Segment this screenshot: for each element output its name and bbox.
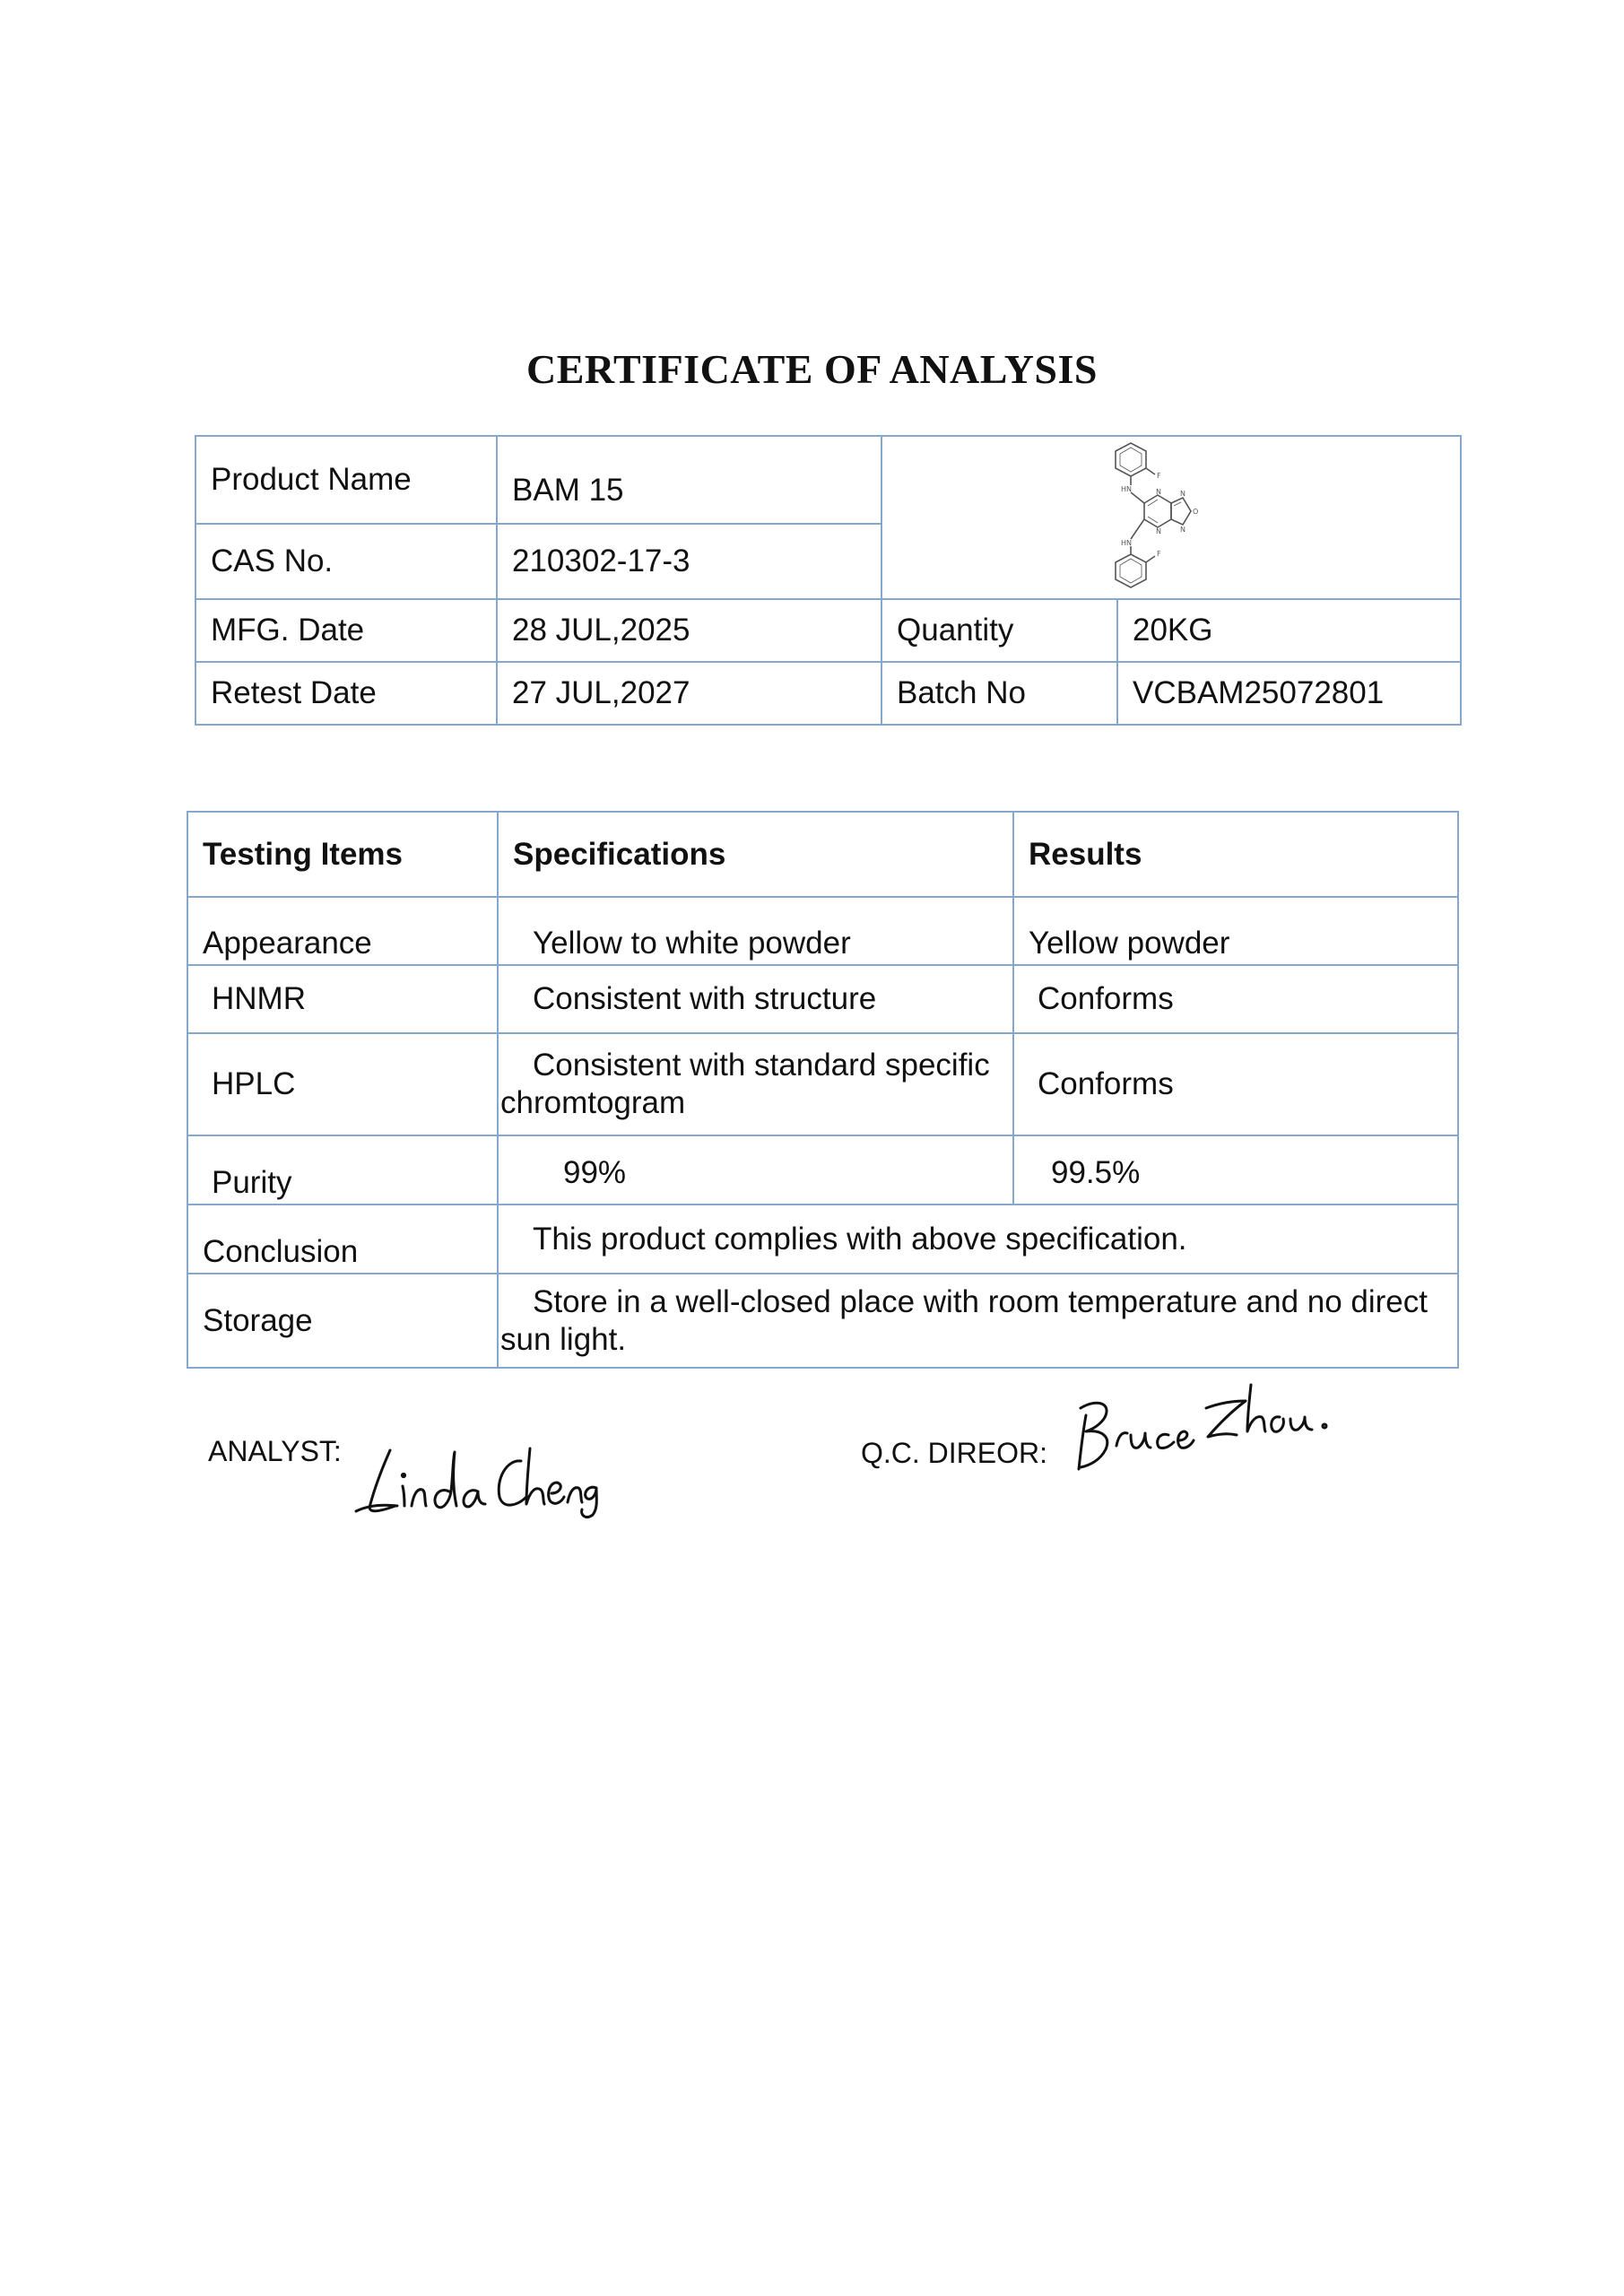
spec-purity xyxy=(498,1135,1013,1205)
product-name-row xyxy=(195,436,1461,524)
chemical-structure-icon xyxy=(1081,439,1261,596)
testing-header-row xyxy=(187,812,1458,897)
quantity-value: 20KG xyxy=(1117,599,1461,662)
qc-signature xyxy=(1072,1381,1332,1480)
spec-hnmr xyxy=(498,965,1013,1033)
analyst-signature xyxy=(354,1439,605,1520)
spec-hnmr-text: Consistent with structure xyxy=(533,981,877,1016)
spec-hplc-line1: Consistent with standard specific xyxy=(533,1048,990,1083)
retest-row xyxy=(195,662,1461,725)
conclusion-text: This product complies with above specification. xyxy=(533,1221,1187,1257)
atom-nh-top: HN xyxy=(1121,485,1132,493)
product-info-table xyxy=(195,435,1462,726)
item-hnmr: HNMR xyxy=(187,965,498,1033)
table-row xyxy=(187,897,1458,965)
storage-line1: Store in a well-closed place with room temperature and no direct xyxy=(533,1283,1428,1319)
conclusion-label: Conclusion xyxy=(187,1205,498,1274)
conclusion-row xyxy=(187,1205,1458,1274)
result-hnmr: Conforms xyxy=(1013,965,1458,1033)
product-name-label: Product Name xyxy=(195,436,497,524)
item-appearance: Appearance xyxy=(187,897,498,965)
mfg-value: 28 JUL,2025 xyxy=(497,599,881,662)
document-title: CERTIFICATE OF ANALYSIS xyxy=(525,346,1098,392)
item-hplc: HPLC xyxy=(187,1033,498,1135)
atom-n3: N xyxy=(1180,490,1185,498)
spec-appearance-text: Yellow to white powder xyxy=(533,926,851,961)
storage-row xyxy=(187,1274,1458,1368)
result-appearance: Yellow powder xyxy=(1013,897,1458,965)
cas-label: CAS No. xyxy=(195,524,497,599)
table-row xyxy=(187,1033,1458,1135)
quantity-label: Quantity xyxy=(881,599,1117,662)
qc-label: Q.C. DIREOR: xyxy=(861,1437,1048,1469)
batch-value: VCBAM25072801 xyxy=(1117,662,1461,725)
testing-table xyxy=(187,811,1459,1369)
result-purity: 99.5% xyxy=(1013,1135,1458,1205)
cas-value: 210302-17-3 xyxy=(497,524,881,599)
atom-n2: N xyxy=(1156,527,1161,535)
mfg-label: MFG. Date xyxy=(195,599,497,662)
atom-f-top: F xyxy=(1157,472,1161,480)
chemical-structure-cell xyxy=(881,436,1461,599)
storage-line2: sun light. xyxy=(500,1321,627,1357)
atom-n4: N xyxy=(1180,526,1185,534)
spec-hplc-line2: chromtogram xyxy=(500,1085,686,1120)
retest-value: 27 JUL,2027 xyxy=(497,662,881,725)
spec-hplc xyxy=(498,1033,1013,1135)
header-specifications: Specifications xyxy=(498,812,1013,897)
storage-value xyxy=(498,1274,1458,1368)
table-row xyxy=(187,965,1458,1033)
atom-n1: N xyxy=(1156,488,1161,496)
analyst-label: ANALYST: xyxy=(208,1435,342,1467)
atom-o: O xyxy=(1193,508,1199,516)
spec-appearance xyxy=(498,897,1013,965)
spec-purity-text: 99% xyxy=(563,1155,627,1190)
product-name-value: BAM 15 xyxy=(497,436,881,524)
retest-label: Retest Date xyxy=(195,662,497,725)
conclusion-value xyxy=(498,1205,1458,1274)
atom-f-bottom: F xyxy=(1157,550,1161,558)
header-results: Results xyxy=(1013,812,1458,897)
header-testing-items: Testing Items xyxy=(187,812,498,897)
atom-nh-bottom: HN xyxy=(1121,539,1132,547)
table-row xyxy=(187,1135,1458,1205)
batch-label: Batch No xyxy=(881,662,1117,725)
mfg-row xyxy=(195,599,1461,662)
storage-label: Storage xyxy=(187,1274,498,1368)
item-purity: Purity xyxy=(187,1135,498,1205)
result-hplc: Conforms xyxy=(1013,1033,1458,1135)
